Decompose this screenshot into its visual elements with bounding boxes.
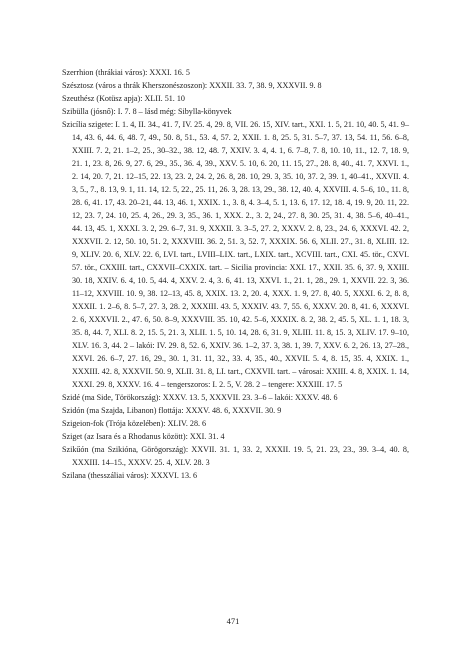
index-entry-szicilia: Szicília szigete: I. 1. 4, II. 34., 41. 7, IV. 25. 4, 29. 8, VII. 26. 15, XIV. tart., XXI. 1. 5, 21. 10, 40. 5, 41. 9–14, 43. 6, 44. 6, 48. 7, 49., 50. 8, 51., 53. 4, 57. 2, XXII. 1. 8, 25. 5, 31. 5–7, 37. 13, 54. 11, 56. 6–8, XXIII. 7. 2, 21. 1–2, 25., 30–32., 38. 12, 48. 7, XXIV. 3. 4, 4. 1, 6. 7–8, 7. 8, 10. 10, 11., 12. 7, 18. 9, 21. 1, 23. 8, 26. 9, 27. 6, 29., 35., 36. 4, 39., XXV. 5. 10, 6. 20, 11. 15, 27., 28. 8, 40., 41. 7, XXVI. 1., 2. 14, 20. 7, 21. 12–15, 22. 13, 23. 2, 24. 2, 26. 8, 28. 10, 29. 3, 35. 10, 37. 2, 39. 1, 40–41., XXVII. 4. 3, 5., 7., 8. 13, 9. 1, 11. 14, 12. 5, 22., 25. 11, 26. 3, 28. 13, 29., 38. 12, 40. 4, XXVIII. 4. 5–6, 10., 11. 8, 28. 6, 41. 17, 43. 20–21, 44. 13, 46. 1, XXIX. 1., 3. 8, 4. 3–4, 5. 1, 13. 6, 17. 12, 18. 4, 19. 9, 20. 11, 22. 12, 23. 7, 24. 10, 25. 4, 26., 29. 3, 35., 36. 1, XXX. 2., 3. 2, 24., 27. 8, 30. 25, 31. 4, 38. 5–6, 40–41., 44. 13, 45. 1, XXXI. 3. 2, 29. 6–7, 31. 9, XXXII. 3. 3–5, 27. 2, XXXV. 2. 8, 23., 24. 6, XXXVI. 42. 2, XXXVII. 2. 12, 50. 10, 51. 2, XXXVIII. 36. 2, 51. 3, 52. 7, XXXIX. 56. 6, XLII. 27., 31. 8, XLIII. 12. 9, XLIV. 20. 6, XLV. 22. 6, LVI. tart., LVIII–LIX. tart., LXIX. tart., XCVIII. tart., CXI. 45. tör., CXVI. 57. tör., CXXIII. tart., CXXVII–CXXIX. tart. – Sicilia provincia: XXI. 17., XXII. 35. 6, 37. 9, XXIII. 30. 18, XXIV. 6. 4, 10. 5, 44. 4, XXV. 2. 4, 3. 6, 41. 13, XXVI. 1., 21. 1, 28., 29. 1, XXVII. 22. 3, 36. 11–12, XXVIII. 10. 9, 38. 12–13, 45. 8, XXIX. 13. 2, 20. 4, XXX. 1. 9, 27. 8, 40. 5, XXXI. 6. 2, 8. 8, XXXII. 1. 2–6, 8. 5–7, 27. 3, 28. 2, XXXIII. 43. 5, XXXIV. 43. 7, 55. 6, XXXV. 20. 8, 41. 6, XXXVI. 2. 6, XXXVII. 2., 47. 6, 50. 8–9, XXXVIII. 35. 10, 42. 5–6, XXXIX. 8. 2, 38. 2, 45. 5, XL. 1. 1, 18. 3, 35. 8, 44. 7, XLI. 8. 2, 15. 5, 21. 3, XLII. 1. 5, 10. 14, 28. 6, 31. 9, XLIII. 11. 8, 15. 3, XLIV. 17. 9–10, XLV. 16. 3, 44. 2 – lakói: IV. 29. 8, 52. 6, XXIV. 36. 1–2, 37. 3, 38. 1, 39. 7, XXV. 6. 2, 26. 13, 27–28., XXVI. 26. 6–7, 27. 16, 29., 30. 1, 31. 11, 32., 33. 4, 35., 40., XXVII. 5. 4, 8. 15, 35. 4, XXIX. 1., XXXIII. 42. 8, XXXVII. 50. 9, XLII. 31. 8, LI. tart., CXXVII. tart. – városai: XXIII. 4. 8, XXIX. 1. 14, XXXI. 29. 8, XXXV. 16. 4 – tengerszoros: I. 2. 5, V. 28. 2 – tengere: XXXIII. 17. 5 xyxy=(62,120,409,389)
index-entry-szidon: Szidón (ma Szajda, Libanon) flottája: XXXV. 48. 6, XXXVII. 30. 9 xyxy=(62,406,282,415)
index-entry-szeuthesz: Szeuthész (Kotüsz apja): XLII. 51. 10 xyxy=(62,94,185,103)
index-entry-szikuon: Szikűón (ma Szikióna, Görögország): XXVII. 31. 1, 33. 2, XXXII. 19. 5, 21. 23, 23., 39. 3–4, 40. 8, XXXIII. 14–15., XXXV. 25. 4, XLV. 28. 3 xyxy=(62,445,409,467)
index-entry-szide: Szidé (ma Side, Törökország): XXXV. 13. 5, XXXVII. 23. 3–6 – lakói: XXXV. 48. 6 xyxy=(62,393,338,402)
index-page xyxy=(62,66,409,482)
page-number: 471 xyxy=(226,616,240,626)
index-entry-sziget: Sziget (az Isara és a Rhodanus között): XXI. 31. 4 xyxy=(62,432,225,441)
index-entry-szigeion: Szigeion-fok (Trója közelében): XLIV. 28. 6 xyxy=(62,419,207,428)
index-entry-szesztosz: Szésztosz (város a thrák Kherszonészoszon): XXXII. 33. 7, 38. 9, XXXVII. 9. 8 xyxy=(62,81,322,90)
index-entry-szerrhion: Szerrhion (thrákiai város): XXXI. 16. 5 xyxy=(62,68,190,77)
index-entry-szibulla: Szibülla (jósnő): I. 7. 8 – lásd még: Sibylla-könyvek xyxy=(62,107,232,116)
index-entry-szilana: Szilana (thesszáliai város): XXXVI. 13. 6 xyxy=(62,471,198,480)
